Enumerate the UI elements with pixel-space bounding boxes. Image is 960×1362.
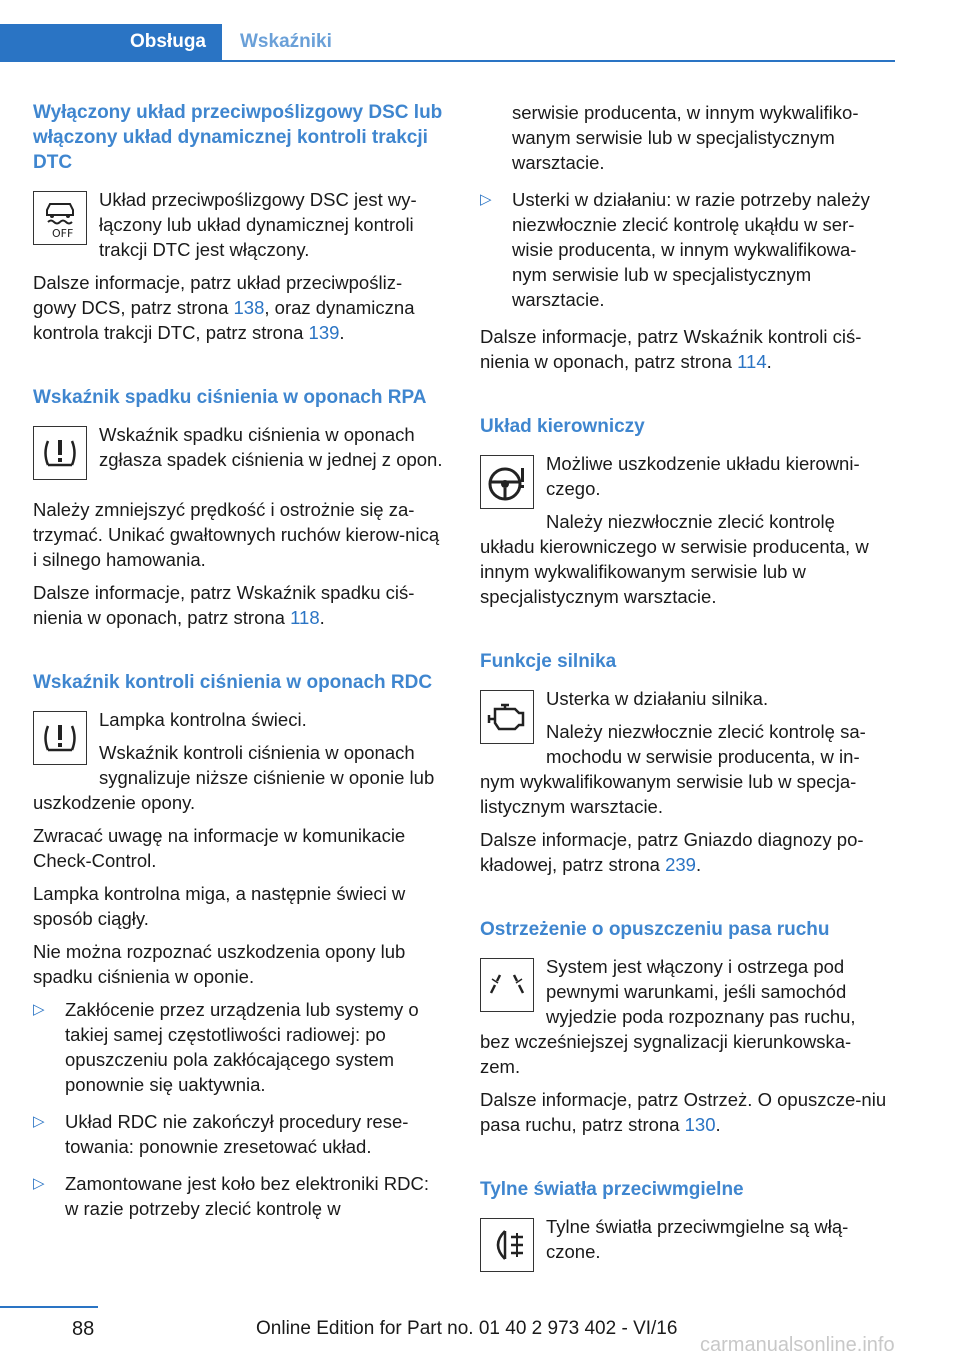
list-item: ▷ Zakłócenie przez urządzenia lub systemy o takiej samej częstotliwości radiowej: po opuszczeniu pola zakłócającego system ponownie się uaktywnia. xyxy=(33,997,443,1097)
rdc-icon-row xyxy=(33,707,443,823)
watermark: carmanualsonline.info xyxy=(700,1334,895,1356)
rpa-icon-row xyxy=(33,422,443,497)
lane-icon-row xyxy=(480,954,890,1079)
page-link-130[interactable]: 130 xyxy=(684,1114,716,1135)
lane-icon-text: System jest włączony i ostrzega pod pewnymi warunkami, jeśli samochód wyjedzie poda rozpoznany pas ruchu, bez wcześniejszej sygnalizacji kierunkowska-zem. xyxy=(480,956,856,1077)
right-column xyxy=(480,100,890,1289)
list-item-continuation: serwisie producenta, w innym wykwalifiko-wanym serwisie lub w specjalistycznym warsztacie. xyxy=(512,102,859,173)
engine-more-info: Dalsze informacje, patrz Gniazdo diagnozy po-kładowej, patrz strona 239. xyxy=(480,829,864,875)
rpa-icon-text: Wskaźnik spadku ciśnienia w oponach zgłasza spadek ciśnienia w jednej z opon. xyxy=(99,424,443,470)
rpa-p1: Należy zmniejszyć prędkość i ostrożnie się za-trzymać. Unikać gwałtownych ruchów kierow-nicą i silnego hamowania. xyxy=(33,499,440,570)
section-title-fog: Tylne światła przeciwmgielne xyxy=(480,1179,744,1200)
steering-icon-text2: Należy niezwłocznie zlecić kontrolę układu kierowniczego w serwisie producenta, w innym wykwalifikowanym serwisie lub w specjalistycznym warsztacie. xyxy=(480,511,869,607)
left-column xyxy=(33,100,443,1233)
rdc-icon-text1: Lampka kontrolna świeci. xyxy=(99,709,307,730)
section-title-lane: Ostrzeżenie o opuszczeniu pasa ruchu xyxy=(480,919,830,940)
engine-check-icon xyxy=(480,690,534,744)
page-link-114[interactable]: 114 xyxy=(737,351,767,372)
rdc-bullet-list-continued xyxy=(480,100,890,312)
lane-departure-icon xyxy=(480,958,534,1012)
page-link-118[interactable]: 118 xyxy=(290,607,320,628)
steering-icon-row xyxy=(480,451,890,609)
tab-wskazniki[interactable]: Wskaźniki xyxy=(240,31,332,52)
svg-text:OFF: OFF xyxy=(52,227,74,240)
engine-icon-text2: Należy niezwłocznie zlecić kontrolę sa-mochodu w serwisie producenta, w in-nym wykwalifikowanym serwisie lub w specja-listycznym warsztacie. xyxy=(480,721,866,817)
list-item: ▷ Zamontowane jest koło bez elektroniki RDC: w razie potrzeby zlecić kontrolę w xyxy=(33,1171,443,1221)
rear-fog-light-icon xyxy=(480,1218,534,1272)
rdc-p3: Nie można rozpoznać uszkodzenia opony lub spadku ciśnienia w oponie. xyxy=(33,941,406,987)
steering-icon-text1: Możliwe uszkodzenie układu kierowni-czego. xyxy=(546,453,860,499)
list-item: ▷ Usterki w działaniu: w razie potrzeby należy niezwłocznie zlecić kontrolę ukąłdu w ser-wisie producenta, w innym wykwalifikowa-nym serwisie lub w specjalistycznym warsztacie. xyxy=(480,187,890,312)
section-title-steering: Układ kierowniczy xyxy=(480,416,645,437)
rpa-more-info: Dalsze informacje, patrz Wskaźnik spadku ciś-nienia w oponach, patrz strona 118. xyxy=(33,582,415,628)
list-item: ▷ Układ RDC nie zakończył procedury rese-towania: ponownie zresetować układ. xyxy=(33,1109,443,1159)
engine-icon-row xyxy=(480,686,890,819)
page-link-239[interactable]: 239 xyxy=(665,854,696,875)
dsc-icon-text: Układ przeciwpoślizgowy DSC jest wy-łączony lub układ dynamicznej kontroli trakcji DTC jest włączony. xyxy=(99,189,417,260)
dsc-off-icon xyxy=(33,191,87,245)
tire-warning-icon xyxy=(33,426,87,480)
lane-more-info: Dalsze informacje, patrz Ostrzeż. O opuszcze-niu pasa ruchu, patrz strona 130. xyxy=(480,1089,887,1135)
tab-obsluga[interactable]: Obsługa xyxy=(0,24,222,60)
dsc-more-info: Dalsze informacje, patrz układ przeciwpośliz-gowy DCS, patrz strona 138, oraz dynamiczna kontrola trakcji DTC, patrz strona 139. xyxy=(33,272,415,343)
engine-icon-text1: Usterka w działaniu silnika. xyxy=(546,688,769,709)
page-number: 88 xyxy=(72,1318,95,1340)
section-title-rdc: Wskaźnik kontroli ciśnienia w oponach RDC xyxy=(33,672,433,693)
dsc-icon-row xyxy=(33,187,443,270)
section-title-rpa: Wskaźnik spadku ciśnienia w oponach RPA xyxy=(33,387,427,408)
header-rule xyxy=(0,60,895,62)
rdc-p1: Zwracać uwagę na informacje w komunikacie Check-Control. xyxy=(33,825,406,871)
tire-pressure-icon xyxy=(33,711,87,765)
header-tabbar xyxy=(0,24,895,62)
section-title-engine: Funkcje silnika xyxy=(480,651,617,672)
edition-footer: Online Edition for Part no. 01 40 2 973 402 - VI/16 xyxy=(256,1318,678,1339)
rdc-p2: Lampka kontrolna miga, a następnie świeci w sposób ciągły. xyxy=(33,883,406,929)
page-link-138[interactable]: 138 xyxy=(233,297,265,318)
steering-warning-icon xyxy=(480,455,534,509)
fog-icon-text: Tylne światła przeciwmgielne są włą-czone. xyxy=(546,1216,849,1262)
page-number-rule xyxy=(0,1306,98,1308)
page-link-139[interactable]: 139 xyxy=(308,322,340,343)
rdc-more-info: Dalsze informacje, patrz Wskaźnik kontroli ciś-nienia w oponach, patrz strona 114. xyxy=(480,326,862,372)
rdc-bullet-list xyxy=(33,997,443,1221)
section-title-dsc: Wyłączony układ przeciwpoślizgowy DSC lub włączony układ dynamicznej kontroli trakcji DTC xyxy=(33,102,443,173)
rdc-icon-text2: Wskaźnik kontroli ciśnienia w oponach sygnalizuje niższe ciśnienie w oponie lub uszkodzenie opony. xyxy=(33,742,435,813)
fog-icon-row xyxy=(480,1214,890,1289)
